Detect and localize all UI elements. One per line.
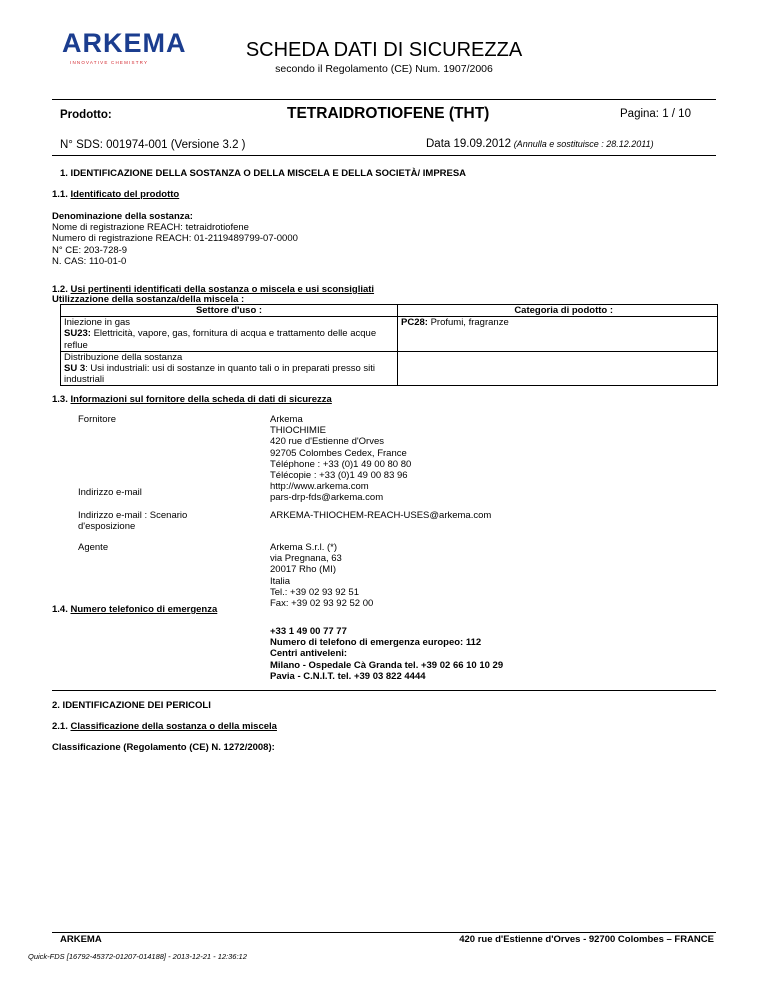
product-label: Prodotto: [60,109,112,121]
label-line: Indirizzo e-mail : Scenario [78,510,188,521]
agent-address [270,542,373,609]
phone-line: Tel.: +39 02 93 92 51 [270,586,360,598]
product-name: TETRAIDROTIOFENE (THT) [287,105,490,122]
use-label: Utilizzazione della sostanza/della miscela : [52,294,245,305]
emergency-line: Numero di telefono di emergenza europeo: 112 [270,637,482,649]
emergency-line: Centri antiveleni: [270,648,348,660]
label-line: d'esposizione [78,521,136,533]
section-1-4-heading [52,604,217,615]
fax-line: Fax: +39 02 93 92 52 00 [270,598,374,610]
use-code: SU 3 [64,363,86,375]
section-1-1-heading [52,189,179,200]
section-1-heading: 1. IDENTIFICAZIONE DELLA SOSTANZA O DELLA MISCELA E DELLA SOCIETÀ/ IMPRESA [60,168,467,179]
substance-line: Numero di registrazione REACH: 01-2119489799-07-0000 [52,233,298,245]
substance-line: Nome di registrazione REACH: tetraidrotiofene [52,222,249,234]
section-title: Usi pertinenti identificati della sostanza o miscela e usi sconsigliati [70,284,375,295]
section-number: 1.4. [52,604,68,615]
email-label: Indirizzo e-mail [78,487,142,498]
use-text: : Usi industriali: usi di sostanze in quanto tali o in preparati presso siti industriali [64,363,376,386]
address-line: via Pregnana, 63 [270,553,342,565]
logo-wordmark: ARKEMA [62,28,187,58]
supplier-address [270,414,411,504]
address-line: Italia [270,575,291,587]
uses-table [60,304,718,386]
website-link[interactable]: http://www.arkema.com [270,481,369,493]
table-cell [61,317,398,352]
section-1-3-heading [52,394,332,405]
use-description [64,363,394,385]
document-title: SCHEDA DATI DI SICUREZZA [245,39,523,61]
substance-label: Denominazione della sostanza: [52,211,193,222]
section-2-heading: 2. IDENTIFICAZIONE DEI PERICOLI [52,700,211,711]
table-row [61,351,718,386]
footer-divider [52,932,716,933]
section-number: 1.3. [52,394,68,405]
table-cell [398,351,718,386]
use-text: Elettricità, vapore, gas, fornitura di acqua e trattamento delle acque reflue [64,328,377,351]
divider [52,155,716,156]
section-title: Classificazione della sostanza o della miscela [70,721,277,732]
use-code: SU23: [64,328,91,340]
address-line: Arkema S.r.l. (*) [270,542,338,553]
footer-reference: Quick-FDS [16792-45372-01207-014188] - 2013-12-21 - 12:36:12 [28,952,247,961]
divider [52,690,716,691]
email-link[interactable]: pars-drp-fds@arkema.com [270,492,384,504]
sds-number: N° SDS: 001974-001 (Versione 3.2 ) [60,139,246,151]
table-cell [61,351,398,386]
supplier-label: Fornitore [78,414,117,425]
phone-line: Téléphone : +33 (0)1 49 00 80 80 [270,458,412,470]
use-description [64,328,394,350]
table-header: Settore d'uso : [61,305,398,317]
substance-block [52,211,298,267]
address-line: 20017 Rho (MI) [270,564,337,576]
logo-tagline: INNOVATIVE CHEMISTRY [70,60,149,65]
table-row [61,317,718,352]
section-number: 1.1. [52,189,68,200]
emergency-line: +33 1 49 00 77 77 [270,626,347,637]
date-line [426,138,654,152]
use-intro: Iniezione in gas [64,317,131,329]
section-number: 1.2. [52,284,68,295]
address-line: 420 rue d'Estienne d'Orves [270,436,384,448]
section-number: 2.1. [52,721,68,732]
address-line: 92705 Colombes Cedex, France [270,447,407,459]
substance-line: N° CE: 203-728-9 [52,244,128,256]
section-title: Identificato del prodotto [70,189,180,200]
agent-label: Agente [78,542,109,553]
scenario-email-label [78,510,187,532]
emergency-contacts [270,626,503,682]
table-cell [398,317,718,352]
document-subtitle: secondo il Regolamento (CE) Num. 1907/2006 [275,63,493,75]
section-title: Numero telefonico di emergenza [70,604,218,615]
classification-label: Classificazione (Regolamento (CE) N. 1272/2008): [52,742,275,753]
address-line: THIOCHIMIE [270,425,326,437]
fax-line: Télécopie : +33 (0)1 49 00 83 96 [270,470,408,482]
issue-date: Data 19.09.2012 [426,138,512,150]
table-header-row [61,305,718,317]
scenario-email-link[interactable]: ARKEMA-THIOCHEM-REACH-USES@arkema.com [270,510,492,521]
substance-line: N. CAS: 110-01-0 [52,255,127,267]
use-intro: Distribuzione della sostanza [64,351,183,363]
category-text: Profumi, fragranze [430,317,509,329]
divider [52,99,716,100]
page-number: Pagina: 1 / 10 [620,108,691,120]
emergency-line: Pavia - C.N.I.T. tel. +39 03 822 4444 [270,670,426,682]
category-code: PC28: [401,317,428,329]
replaces-date: (Annulla e sostituisce : 28.12.2011) [513,139,654,149]
address-line: Arkema [270,414,303,425]
table-header: Categoria di podotto : [398,305,718,317]
section-2-1-heading [52,721,277,732]
section-title: Informazioni sul fornitore della scheda di dati di sicurezza [70,394,332,405]
footer-company: ARKEMA [60,934,102,945]
footer-address: 420 rue d'Estienne d'Orves - 92700 Colombes – FRANCE [459,934,714,945]
emergency-line: Milano - Ospedale Cà Granda tel. +39 02 66 10 10 29 [270,659,504,671]
